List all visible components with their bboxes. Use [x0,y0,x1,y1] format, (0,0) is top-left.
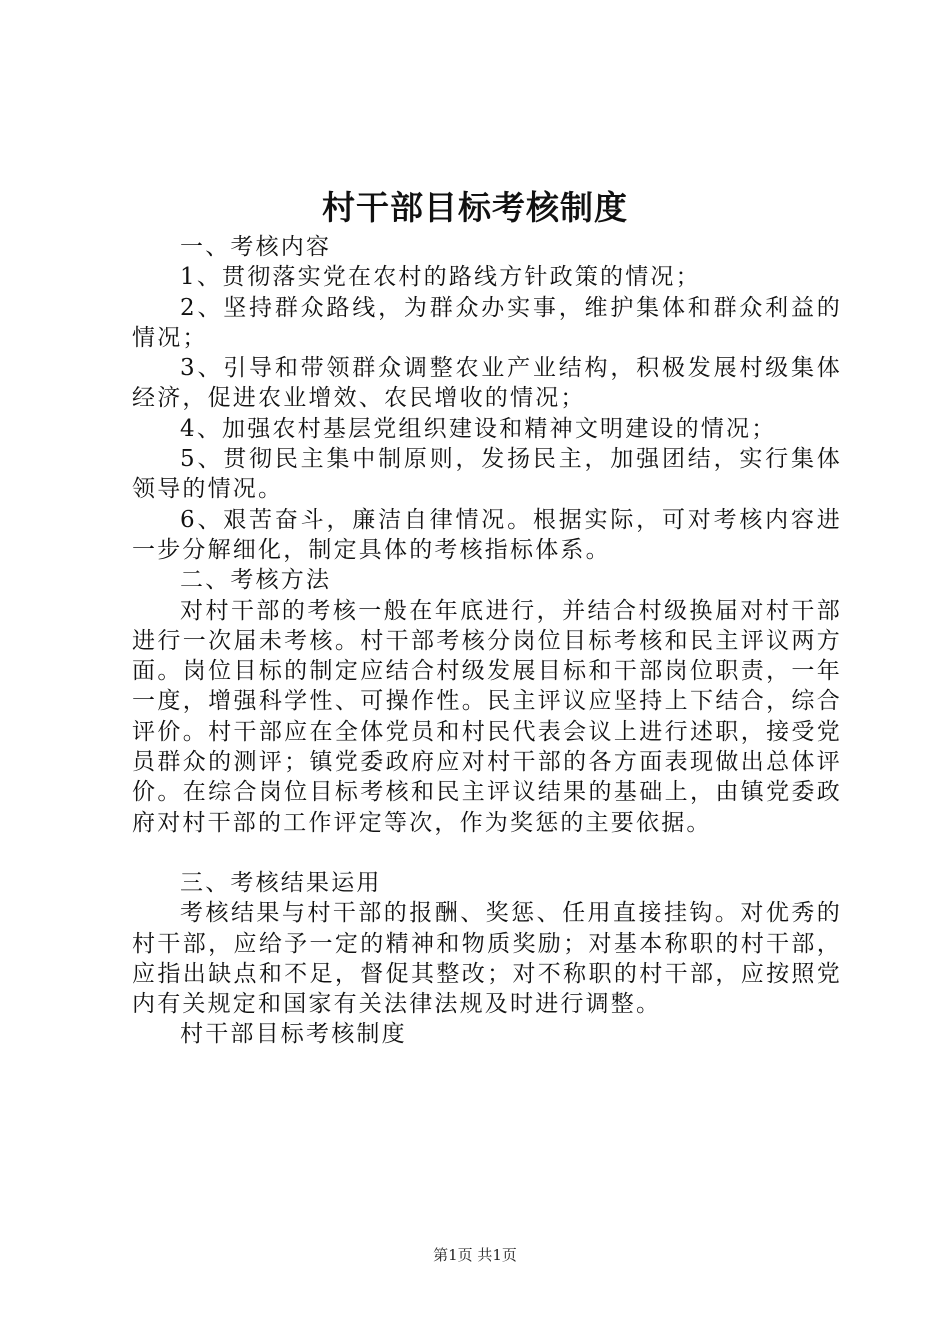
results-paragraph: 考核结果与村干部的报酬、奖惩、任用直接挂钩。对优秀的村干部，应给予一定的精神和物质奖励；对基本称职的村干部，应指出缺点和不足，督促其整改；对不称职的村干部，应按照党内有关规定和国家有关法律法规及时进行调整。 [132,900,842,1018]
content-item-4: 4、加强农村基层党组织建设和精神文明建设的情况； [180,415,777,442]
content-item-3: 3、引导和带领群众调整农业产业结构，积极发展村级集体经济，促进农业增效、农民增收的情况； [132,355,842,412]
page-footer: 第1页 共1页 [433,1246,517,1264]
method-paragraph: 对村干部的考核一般在年底进行，并结合村级换届对村干部进行一次届未考核。村干部考核分岗位目标考核和民主评议两方面。岗位目标的制定应结合村级发展目标和干部岗位职责，一年一度，增强科学性、可操作性。民主评议应坚持上下结合，综合评价。村干部应在全体党员和村民代表会议上进行述职，接受党员群众的测评；镇党委政府应对村干部的各方面表现做出总体评价。在综合岗位目标考核和民主评议结果的基础上，由镇党委政府对村干部的工作评定等次，作为奖惩的主要依据。 [132,597,842,836]
document-title: 村干部目标考核制度 [322,188,628,227]
content-item-5: 5、贯彻民主集中制原则，发扬民主，加强团结，实行集体领导的情况。 [132,446,842,503]
section-heading-content: 一、考核内容 [180,234,332,260]
content-item-6: 6、艰苦奋斗，廉洁自律情况。根据实际，可对考核内容进一步分解细化，制定具体的考核指标体系。 [132,506,842,563]
content-item-1: 1、贯彻落实党在农村的路线方针政策的情况； [180,264,701,291]
document-body [132,232,842,1050]
section-heading-results: 三、考核结果运用 [180,869,382,896]
content-item-2: 2、坚持群众路线，为群众办实事，维护集体和群众利益的情况； [132,294,842,351]
closing-line: 村干部目标考核制度 [180,1021,407,1048]
paragraph-spacer [132,838,842,868]
section-heading-method: 二、考核方法 [180,567,332,594]
